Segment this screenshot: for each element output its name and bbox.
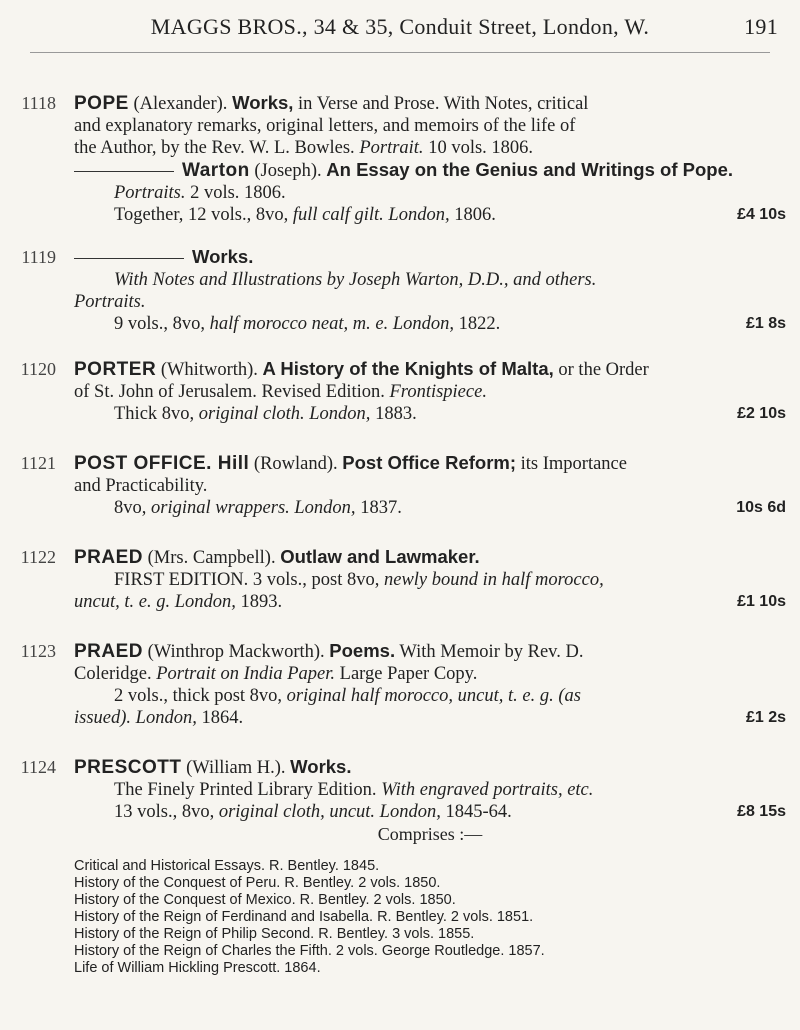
entry-binding: full calf gilt. London,: [292, 205, 450, 225]
entry-line: Coleridge.: [74, 664, 157, 684]
entry-price: £1 2s: [745, 709, 786, 726]
page-number: 191: [744, 14, 778, 39]
entry-line: or the Order: [553, 360, 649, 380]
entry-number: 1124: [20, 757, 56, 777]
list-item: History of the Conquest of Peru. R. Bentley. 2 vols. 1850.: [74, 875, 441, 891]
entry-binding: newly bound in half morocco,: [383, 570, 604, 590]
entry-author: PRESCOTT: [74, 757, 182, 778]
entry-number: 1120: [20, 359, 56, 379]
list-item: Critical and Historical Essays. R. Bentley. 1845.: [74, 858, 380, 874]
catalogue-entry-1119: [10, 246, 786, 335]
entry-author-name: Hill: [211, 453, 250, 474]
entry-price: 10s 6d: [736, 499, 786, 516]
entry-year: 1845-64.: [440, 802, 512, 822]
entry-title: Poems.: [329, 640, 396, 661]
list-item: History of the Reign of Philip Second. R. Bentley. 3 vols. 1855.: [74, 926, 475, 942]
entry-line: 3 vols., post 8vo,: [248, 570, 384, 590]
contents-list: [74, 858, 780, 977]
entry-year: 1864.: [196, 708, 244, 728]
entry-format: Portraits.: [74, 292, 146, 312]
ditto-dash: [74, 171, 174, 172]
entry-year: 1806.: [449, 205, 496, 225]
header-rule: [30, 52, 770, 53]
entry-binding: original half morocco, uncut, t. e. g. (as: [286, 686, 581, 706]
entry-number: 1119: [21, 247, 56, 267]
entry-line: 2 vols. 1806.: [185, 183, 286, 203]
catalogue-entry-1120: [10, 358, 786, 425]
entry-line: the Author, by the Rev. W. L. Bowles.: [74, 138, 360, 158]
entry-title: A History of the Knights of Malta,: [262, 358, 554, 379]
entry-format: Portrait on India Paper.: [156, 664, 336, 684]
entry-binding: original wrappers. London,: [151, 498, 356, 518]
entry-line: 2 vols., thick post 8vo,: [114, 686, 287, 706]
entry-binding: original cloth, uncut. London,: [218, 802, 441, 822]
running-title: MAGGS BROS., 34 & 35, Conduit Street, London, W.: [150, 14, 650, 39]
entry-author: PRAED: [74, 547, 144, 568]
entry-title: Works.: [192, 246, 254, 267]
entry-title: Outlaw and Lawmaker.: [280, 546, 480, 567]
entry-binding: uncut, t. e. g. London,: [74, 592, 236, 612]
entry-line: in Verse and Prose. With Notes, critical: [293, 94, 589, 114]
catalogue-entry-1118: [10, 92, 786, 226]
entry-price: £1 10s: [737, 593, 786, 610]
entry-format: Portraits.: [114, 183, 186, 203]
catalogue-entry-1122: [10, 546, 786, 613]
entry-year: 1837.: [355, 498, 402, 518]
entry-binding: half morocco neat, m. e. London,: [209, 314, 455, 334]
list-item: History of the Reign of Ferdinand and Isabella. R. Bentley. 2 vols. 1851.: [74, 909, 534, 925]
entry-line: Thick 8vo,: [114, 404, 199, 424]
comprises-label: Comprises :—: [377, 824, 483, 844]
entry-author: PORTER: [74, 359, 157, 380]
edition-label: FIRST EDITION.: [114, 570, 249, 590]
ditto-dash: [74, 258, 184, 259]
entry-line: its Importance: [516, 454, 627, 474]
entry-number: 1122: [20, 547, 56, 567]
entry-year: 1893.: [235, 592, 283, 612]
entry-price: £4 10s: [737, 206, 786, 223]
entry-line: Large Paper Copy.: [335, 664, 478, 684]
entry-line: and explanatory remarks, original letters, and memoirs of the life of: [74, 116, 576, 136]
entry-line: 13 vols., 8vo,: [114, 802, 219, 822]
entry-line: Together, 12 vols., 8vo,: [114, 205, 293, 225]
catalogue-entry-1124: [10, 756, 786, 845]
entry-line: The Finely Printed Library Edition.: [114, 780, 382, 800]
entry-binding: issued). London,: [74, 708, 197, 728]
catalogue-entry-1121: [10, 452, 786, 519]
author-detail: (Joseph).: [249, 161, 327, 181]
entry-number: 1118: [21, 93, 56, 113]
entry-title: Works,: [232, 92, 294, 113]
list-item: History of the Reign of Charles the Fifth. 2 vols. George Routledge. 1857.: [74, 943, 545, 959]
author-detail: (Whitworth).: [156, 360, 263, 380]
entry-line: 8vo,: [114, 498, 151, 518]
catalogue-entry-1123: [10, 640, 786, 729]
entry-price: £8 15s: [737, 803, 786, 820]
author-detail: (William H.).: [181, 758, 291, 778]
author-detail: (Alexander).: [128, 94, 233, 114]
entry-binding: original cloth. London,: [198, 404, 371, 424]
entry-line: of St. John of Jerusalem. Revised Edition.: [74, 382, 390, 402]
entry-year: 1883.: [370, 404, 417, 424]
entry-author: PRAED: [74, 641, 144, 662]
entry-author: POPE: [74, 93, 129, 114]
list-item: Life of William Hickling Prescott. 1864.: [74, 960, 321, 976]
entry-number: 1123: [20, 641, 56, 661]
entry-format: With engraved portraits, etc.: [381, 780, 594, 800]
entry-line: 10 vols. 1806.: [423, 138, 534, 158]
entry-line: 9 vols., 8vo,: [114, 314, 210, 334]
entry-title: An Essay on the Genius and Writings of Pope.: [326, 159, 734, 180]
entry-author: POST OFFICE.: [74, 453, 212, 474]
entry-title: Post Office Reform;: [342, 452, 517, 473]
entry-number: 1121: [20, 453, 56, 473]
entry-line: With Notes and Illustrations by Joseph Warton, D.D., and others.: [114, 270, 597, 290]
entry-line: and Practicability.: [74, 476, 208, 496]
entry-author: Warton: [182, 160, 250, 181]
entry-price: £2 10s: [737, 405, 786, 422]
entry-line: With Memoir by Rev. D.: [395, 642, 584, 662]
entry-price: £1 8s: [745, 315, 786, 332]
list-item: History of the Conquest of Mexico. R. Bentley. 2 vols. 1850.: [74, 892, 456, 908]
entry-year: 1822.: [454, 314, 501, 334]
author-detail: (Mrs. Campbell).: [143, 548, 281, 568]
entry-title: Works.: [290, 756, 352, 777]
entry-format: Frontispiece.: [389, 382, 487, 402]
author-detail: (Winthrop Mackworth).: [143, 642, 330, 662]
author-detail: (Rowland).: [249, 454, 343, 474]
entry-format: Portrait.: [359, 138, 424, 158]
running-header: [0, 14, 800, 40]
